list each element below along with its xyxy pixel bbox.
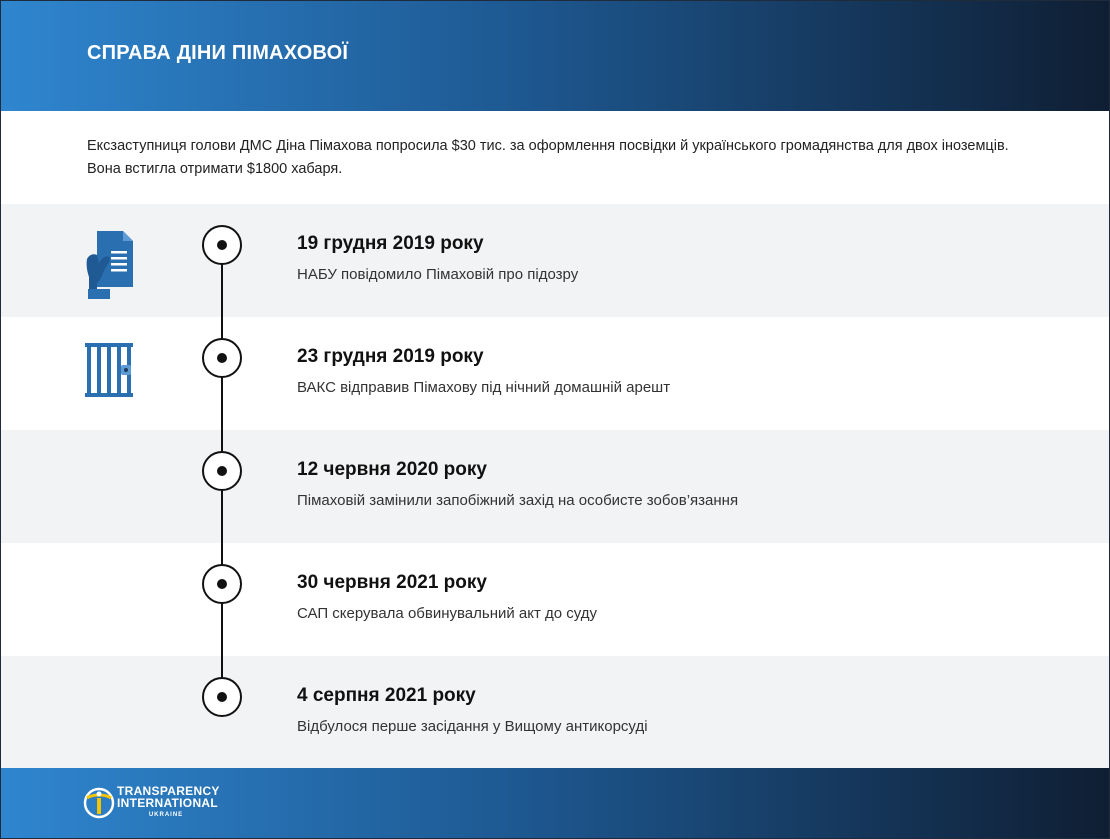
event-date: 4 серпня 2021 року	[297, 685, 476, 706]
transparency-international-logo-icon	[83, 786, 115, 825]
logo-wordmark	[117, 785, 220, 821]
timeline-dot-1	[202, 225, 242, 265]
logo-line-3: UKRAINE	[148, 812, 184, 818]
timeline-row-5	[1, 656, 1109, 769]
logo-line-1: TRANSPARENCY	[117, 784, 220, 798]
intro-text: Ексзаступниця голови ДМС Діна Пімахова попросила $30 тис. за оформлення посвідки й українського громадянства для двох іноземців. Вона встигла отримати $1800 хабаря.	[87, 138, 1009, 177]
timeline-row-4	[1, 543, 1109, 656]
event-date: 12 червня 2020 року	[297, 459, 487, 480]
document-hand-icon	[85, 229, 135, 306]
logo-line-2: INTERNATIONAL	[117, 796, 219, 810]
event-description: НАБУ повідомило Пімаховій про підозру	[297, 266, 579, 283]
event-description: САП скерувала обвинувальний акт до суду	[297, 605, 598, 622]
event-description: Відбулося перше засідання у Вищому антикорсуді	[297, 718, 648, 735]
page-title: СПРАВА ДІНИ ПІМАХОВОЇ	[87, 42, 349, 64]
header-banner	[1, 1, 1109, 111]
timeline-dot-2	[202, 338, 242, 378]
timeline-row-3	[1, 430, 1109, 543]
event-date: 30 червня 2021 року	[297, 572, 487, 593]
event-date: 19 грудня 2019 року	[297, 233, 484, 254]
timeline-dot-5	[202, 677, 242, 717]
prison-bars-icon	[85, 343, 135, 404]
timeline-row-2	[1, 317, 1109, 430]
event-description: ВАКС відправив Пімахову під нічний домашній арешт	[297, 379, 671, 396]
event-date: 23 грудня 2019 року	[297, 346, 484, 367]
timeline-dot-4	[202, 564, 242, 604]
footer-banner	[1, 768, 1109, 838]
timeline-row-1	[1, 204, 1109, 317]
event-description: Пімаховій замінили запобіжний захід на особисте зобов’язання	[297, 492, 739, 509]
timeline-dot-3	[202, 451, 242, 491]
